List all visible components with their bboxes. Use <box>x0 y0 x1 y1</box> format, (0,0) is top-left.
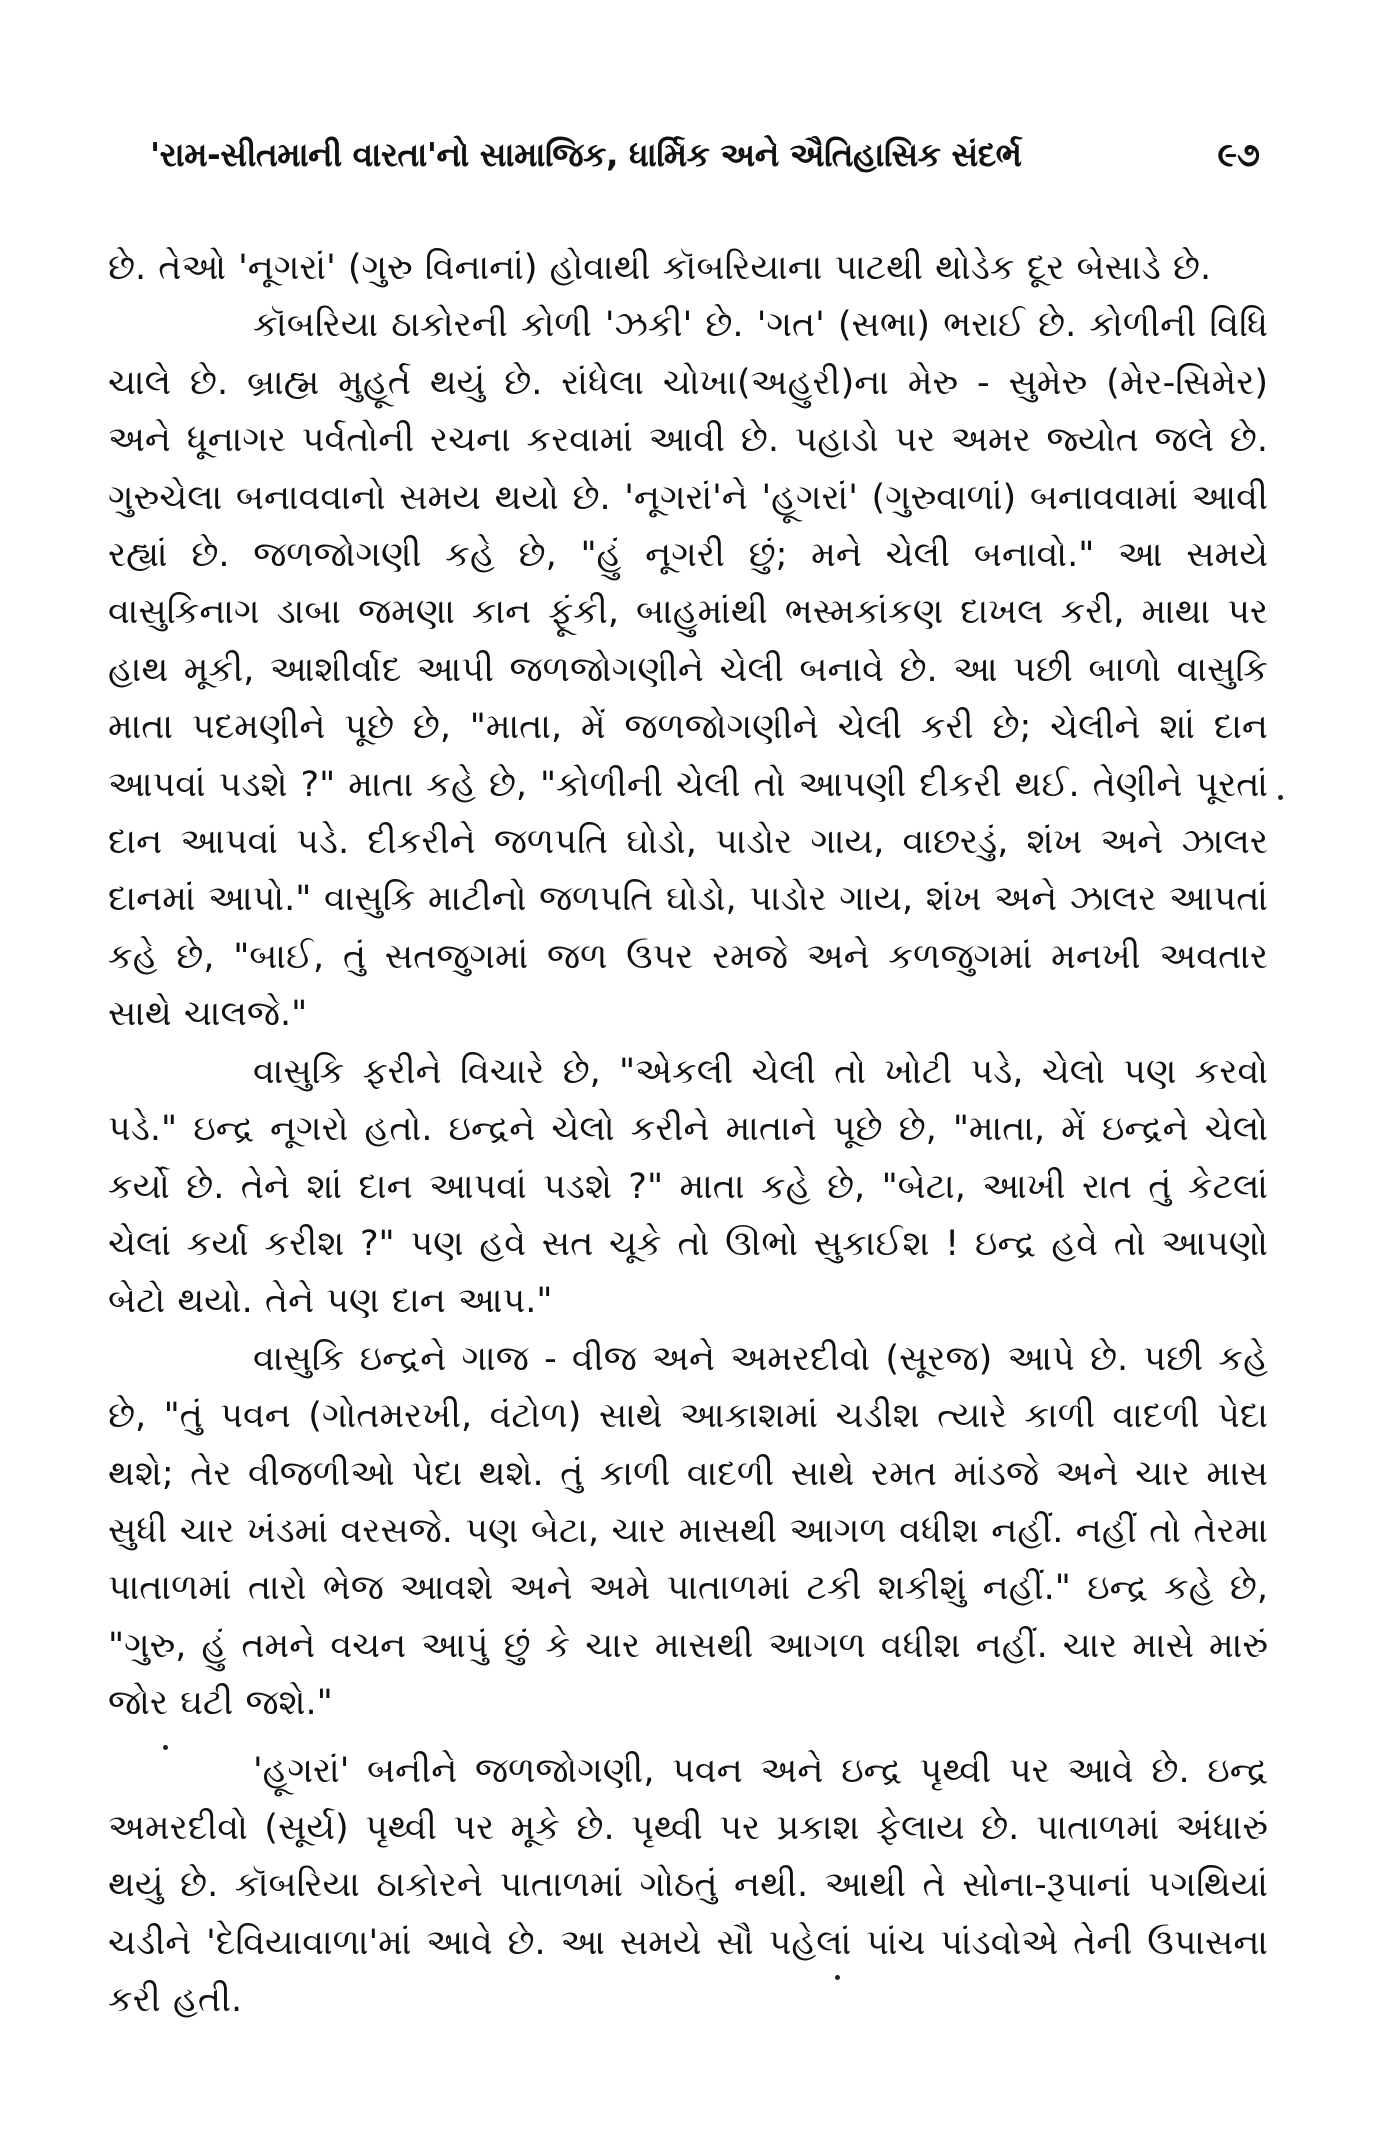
running-header <box>150 135 1260 195</box>
paragraph-vasuki-gaaj-vij: વાસુકિ ઇન્દ્રને ગાજ - વીજ અને અમરદીવો (સૂરજ) આપે છે. પછી કહે છે, "તું પવન (ગોતમરખી, વંટોળ) સાથે આકાશમાં ચડીશ ત્યારે કાળી વાદળી પેદા થશે; તેર વીજળીઓ પેદા થશે. તું કાળી વાદળી સાથે રમત માંડજે અને ચાર માસ સુધી ચાર ખંડમાં વરસજે. પણ બેટા, ચાર માસથી આગળ વધીશ નહીં. નહીં તો તેરમા પાતાળમાં તારો ભેજ આવશે અને અમે પાતાળમાં ટકી શકીશું નહીં." ઇન્દ્ર કહે છે, "ગુરુ, હું તમને વચન આપું છું કે ચાર માસથી આગળ વધીશ નહીં. ચાર માસે મારું જોર ઘટી જશે." <box>108 1338 1268 1724</box>
paragraph-vasuki-indra-chelo: વાસુકિ ફરીને વિચારે છે, "એકલી ચેલી તો ખોટી પડે, ચેલો પણ કરવો પડે." ઇન્દ્ર નૂગરો હતો. ઇન્દ્રને ચેલો કરીને માતાને પૂછે છે, "માતા, મેં ઇન્દ્રને ચેલો કર્યો છે. તેને શાં દાન આપવાં પડશે ?" માતા કહે છે, "બેટા, આખી રાત તું કેટલાં ચેલાં કર્યા કરીશ ?" પણ હવે સત ચૂકે તો ઊભો સુકાઈશ ! ઇન્દ્ર હવે તો આપણો બેટો થયો. તેને પણ દાન આપ." <box>108 1051 1268 1322</box>
running-title: 'રામ-સીતમાની વારતા'નો સામાજિક, ધાર્મિક અને ઐતિહાસિક સંદર્ભ <box>150 135 1022 174</box>
ink-speck <box>163 1745 168 1750</box>
body-text <box>108 240 1268 2030</box>
paragraph-continuation: છે. તેઓ 'નૂગરાં' (ગુરુ વિનાનાં) હોવાથી કૉબરિયાના પાટથી થોડેક દૂર બેસાડે છે. <box>108 248 1212 288</box>
ink-speck <box>1278 795 1283 800</box>
paragraph-kobariya-koli: કૉબરિયા ઠાકોરની કોળી 'ઝકી' છે. 'ગત' (સભા) ભરાઈ છે. કોળીની વિધિ ચાલે છે. બ્રાહ્મ મુહૂર્ત થયું છે. રાંધેલા ચોખા(અહુરી)ના મેરુ - સુમેરુ (મેર-સિમેર) અને ધૂનાગર પર્વતોની રચના કરવામાં આવી છે. પહાડો પર અમર જ્યોત જલે છે. ગુરુચેલા બનાવવાનો સમય થયો છે. 'નૂગરાં'ને 'હૂગરાં' (ગુરુવાળાં) બનાવવામાં આવી રહ્યાં છે. જળજોગણી કહે છે, "હું નૂગરી છું; મને ચેલી બનાવો." આ સમયે વાસુકિનાગ ડાબા જમણા કાન ફૂંકી, બાહુમાંથી ભસ્મકાંકણ દાખલ કરી, માથા પર હાથ મૂકી, આશીર્વાદ આપી જળજોગણીને ચેલી બનાવે છે. આ પછી બાળો વાસુકિ માતા પદમણીને પૂછે છે, "માતા, મેં જળજોગણીને ચેલી કરી છે; ચેલીને શાં દાન આપવાં પડશે ?" માતા કહે છે, "કોળીની ચેલી તો આપણી દીકરી થઈ. તેણીને પૂરતાં દાન આપવાં પડે. દીકરીને જળપતિ ઘોડો, પાડોર ગાય, વાછરડું, શંખ અને ઝાલર દાનમાં આપો." વાસુકિ માટીનો જળપતિ ઘોડો, પાડોર ગાય, શંખ અને ઝાલર આપતાં કહે છે, "બાઈ, તું સતજુગમાં જળ ઉપર રમજે અને કળજુગમાં મનખી અવતાર સાથે ચાલજે." <box>108 305 1268 1035</box>
ink-speck <box>835 1975 840 1980</box>
paragraph-hugaran-prithvi: 'હૂગરાં' બનીને જળજોગણી, પવન અને ઇન્દ્ર પૃથ્વી પર આવે છે. ઇન્દ્ર અમરદીવો (સૂર્ય) પૃથ્વી પર મૂકે છે. પૃથ્વી પર પ્રકાશ ફેલાય છે. પાતાળમાં અંધારું થયું છે. કૉબરિયા ઠાકોરને પાતાળમાં ગોઠતું નથી. આથી તે સોના-રૂપાનાં પગથિયાં ચડીને 'દેવિયાવાળા'માં આવે છે. આ સમયે સૌ પહેલાં પાંચ પાંડવોએ તેની ઉપાસના કરી હતી. <box>108 1750 1268 2021</box>
page-number: ૯૭ <box>1217 135 1260 174</box>
